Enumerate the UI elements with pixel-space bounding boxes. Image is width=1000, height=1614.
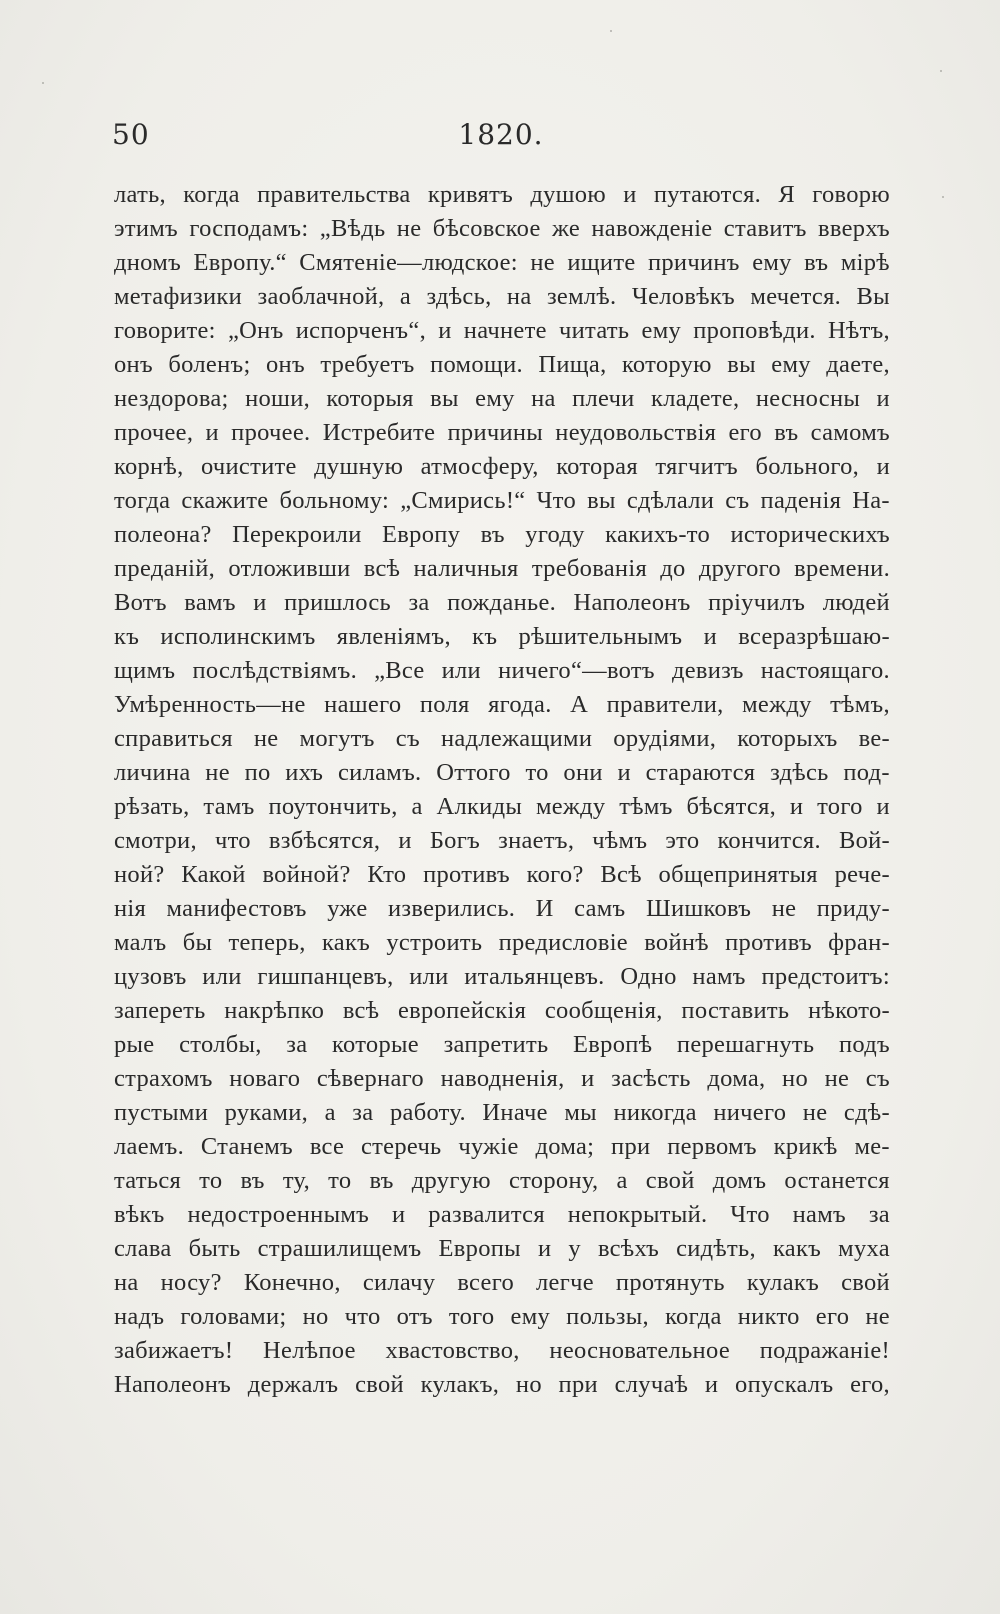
text-line: запереть накрѣпко всѣ европейскія сообщенія, поставить нѣкото- <box>114 997 890 1024</box>
page-number: 50 <box>112 118 150 151</box>
text-line: прочее, и прочее. Истребите причины неудовольствія его въ самомъ <box>114 419 890 446</box>
text-line: дномъ Европу.“ Смятеніе—людское: не ищите причинъ ему въ мірѣ <box>114 249 890 276</box>
text-line: тогда скажите больному: „Смирись!“ Что вы сдѣлали съ паденія На- <box>114 487 890 514</box>
text-line: корнѣ, очистите душную атмосферу, которая тягчитъ больного, и <box>114 453 890 480</box>
text-line: смотри, что взбѣсятся, и Богъ знаетъ, чѣмъ это кончится. Вой- <box>114 827 890 854</box>
text-line: этимъ господамъ: „Вѣдь не бѣсовское же навожденіе ставитъ вверхъ <box>114 215 890 242</box>
text-line: полеона? Перекроили Европу въ угоду какихъ-то историческихъ <box>114 521 890 548</box>
page-header <box>112 118 890 158</box>
paper-speck <box>940 70 942 72</box>
text-line: метафизики заоблачной, а здѣсь, на землѣ. Человѣкъ мечется. Вы <box>114 283 890 310</box>
paper-speck <box>942 196 944 198</box>
text-line: Умѣренность—не нашего поля ягода. А правители, между тѣмъ, <box>114 691 890 718</box>
text-line: лать, когда правительства кривятъ душою и путаются. Я говорю <box>114 181 890 208</box>
text-line: таться то въ ту, то въ другую сторону, а свой домъ останется <box>114 1167 890 1194</box>
text-line: забижаетъ! Нелѣпое хвастовство, неосновательное подражаніе! <box>114 1337 890 1364</box>
text-line: вѣкъ недостроеннымъ и развалится непокрытый. Что намъ за <box>114 1201 890 1228</box>
text-line: онъ боленъ; онъ требуетъ помощи. Пища, которую вы ему даете, <box>114 351 890 378</box>
text-line: нездорова; ноши, которыя вы ему на плечи кладете, несносны и <box>114 385 890 412</box>
running-head-year: 1820. <box>458 118 544 151</box>
text-line: щимъ послѣдствіямъ. „Все или ничего“—вотъ девизъ настоящаго. <box>114 657 890 684</box>
text-line: преданій, отложивши всѣ наличныя требованія до другого времени. <box>114 555 890 582</box>
text-line: пустыми руками, а за работу. Иначе мы никогда ничего не сдѣ- <box>114 1099 890 1126</box>
text-line: страхомъ новаго сѣвернаго наводненія, и засѣсть дома, но не съ <box>114 1065 890 1092</box>
text-line: говорите: „Онъ испорченъ“, и начнете читать ему проповѣди. Нѣтъ, <box>114 317 890 344</box>
paper-speck <box>610 30 612 32</box>
text-line: личина не по ихъ силамъ. Оттого то они и стараются здѣсь под- <box>114 759 890 786</box>
paper-speck <box>42 82 44 84</box>
text-line: къ исполинскимъ явленіямъ, къ рѣшительнымъ и всеразрѣшаю- <box>114 623 890 650</box>
text-line: Наполеонъ держалъ свой кулакъ, но при случаѣ и опускалъ его, <box>114 1371 890 1398</box>
text-line: ной? Какой войной? Кто противъ кого? Всѣ общепринятыя рече- <box>114 861 890 888</box>
text-line: справиться не могутъ съ надлежащими орудіями, которыхъ ве- <box>114 725 890 752</box>
text-line: лаемъ. Станемъ все стеречь чужіе дома; при первомъ крикѣ ме- <box>114 1133 890 1160</box>
text-line: на носу? Конечно, силачу всего легче протянуть кулакъ свой <box>114 1269 890 1296</box>
text-line: цузовъ или гишпанцевъ, или итальянцевъ. Одно намъ предстоитъ: <box>114 963 890 990</box>
text-line: слава быть страшилищемъ Европы и у всѣхъ сидѣть, какъ муха <box>114 1235 890 1262</box>
text-line: рые столбы, за которые запретить Европѣ перешагнуть подъ <box>114 1031 890 1058</box>
text-line: Вотъ вамъ и пришлось за пожданье. Наполеонъ пріучилъ людей <box>114 589 890 616</box>
text-line: малъ бы теперь, какъ устроить предисловіе войнѣ противъ фран- <box>114 929 890 956</box>
text-line: надъ головами; но что отъ того ему пользы, когда никто его не <box>114 1303 890 1330</box>
text-line: рѣзать, тамъ поутончить, а Алкиды между тѣмъ бѣсятся, и того и <box>114 793 890 820</box>
text-line: нія манифестовъ уже изверились. И самъ Шишковъ не приду- <box>114 895 890 922</box>
body-text <box>114 178 890 1402</box>
